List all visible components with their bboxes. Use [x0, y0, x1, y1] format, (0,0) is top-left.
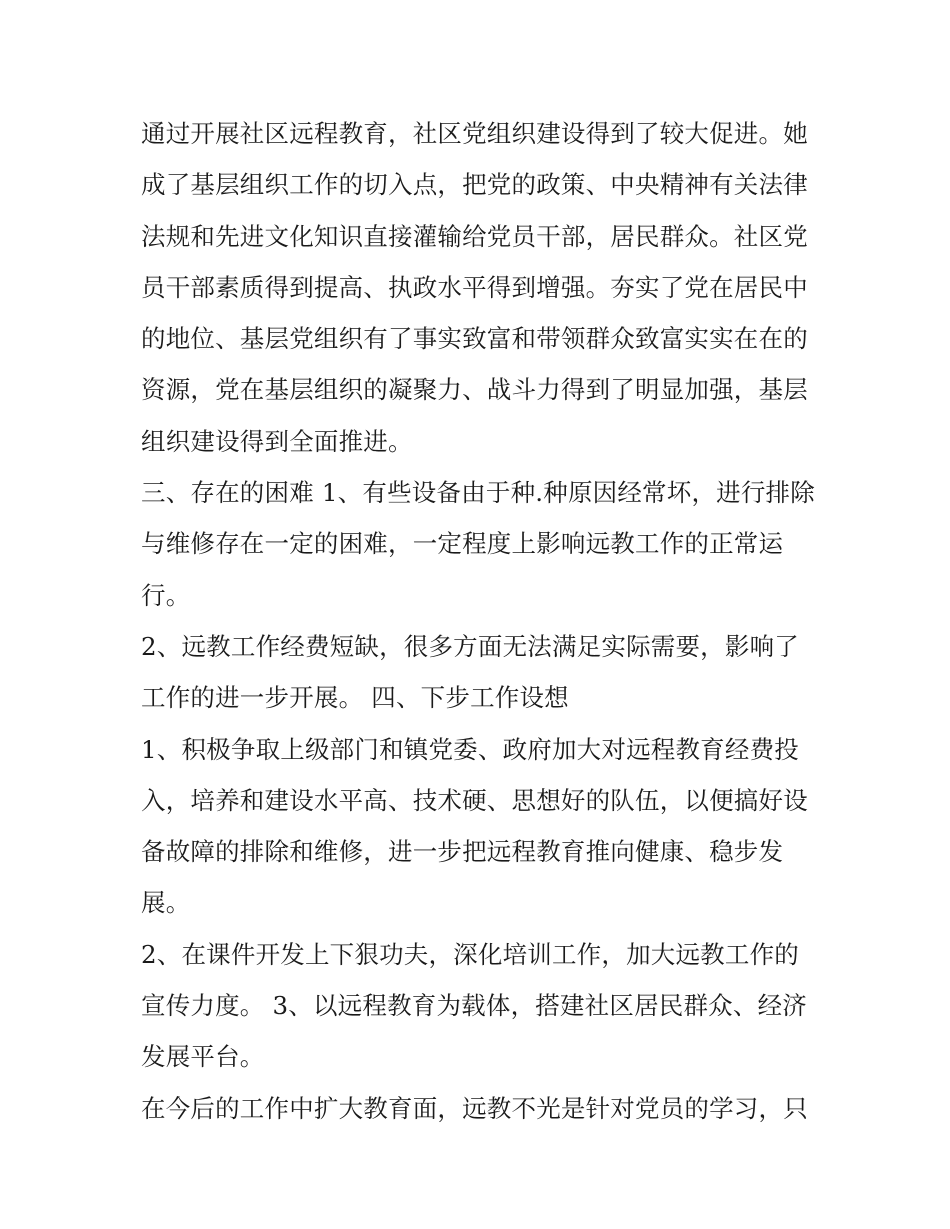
- text-line: 成了基层组织工作的切入点，把党的政策、中央精神有关法律: [141, 170, 808, 200]
- text-line: 入，培养和建设水平高、技术硬、思想好的队伍，以便搞好设: [141, 785, 808, 815]
- text-line: 与维修存在一定的困难，一定程度上影响远教工作的正常运: [141, 529, 784, 559]
- text-line: 资源，党在基层组织的凝聚力、战斗力得到了明显加强，基层: [141, 375, 808, 405]
- text-line: 展。: [141, 888, 191, 918]
- text-line: 备故障的排除和维修，进一步把远程教育推向健康、稳步发: [141, 837, 784, 867]
- text-line: 2、远教工作经费短缺，很多方面无法满足实际需要，影响了: [141, 631, 799, 661]
- text-line: 法规和先进文化知识直接灌输给党员干部，居民群众。社区党: [141, 221, 808, 251]
- text-line: 发展平台。: [141, 1042, 265, 1072]
- text-line: 行。: [141, 580, 191, 610]
- text-line: 的地位、基层党组织有了事实致富和带领群众致富实实在在的: [141, 324, 808, 354]
- text-line: 宣传力度。 3、以远程教育为载体，搭建社区居民群众、经济: [141, 991, 807, 1021]
- section-heading-line: 工作的进一步开展。 四、下步工作设想: [141, 683, 569, 713]
- section-heading-line: 三、存在的困难 1、有些设备由于种.种原因经常坏，进行排除: [141, 478, 815, 508]
- document-body: [141, 108, 821, 1134]
- text-line: 在今后的工作中扩大教育面，远教不光是针对党员的学习，只: [141, 1093, 808, 1123]
- text-line: 2、在课件开发上下狠功夫，深化培训工作，加大远教工作的: [141, 939, 799, 969]
- text-line: 员干部素质得到提高、执政水平得到增强。夯实了党在居民中: [141, 272, 808, 302]
- text-line: 通过开展社区远程教育，社区党组织建设得到了较大促进。她: [141, 119, 808, 148]
- text-line: 组织建设得到全面推进。: [141, 426, 413, 456]
- text-line: 1、积极争取上级部门和镇党委、政府加大对远程教育经费投: [141, 734, 799, 764]
